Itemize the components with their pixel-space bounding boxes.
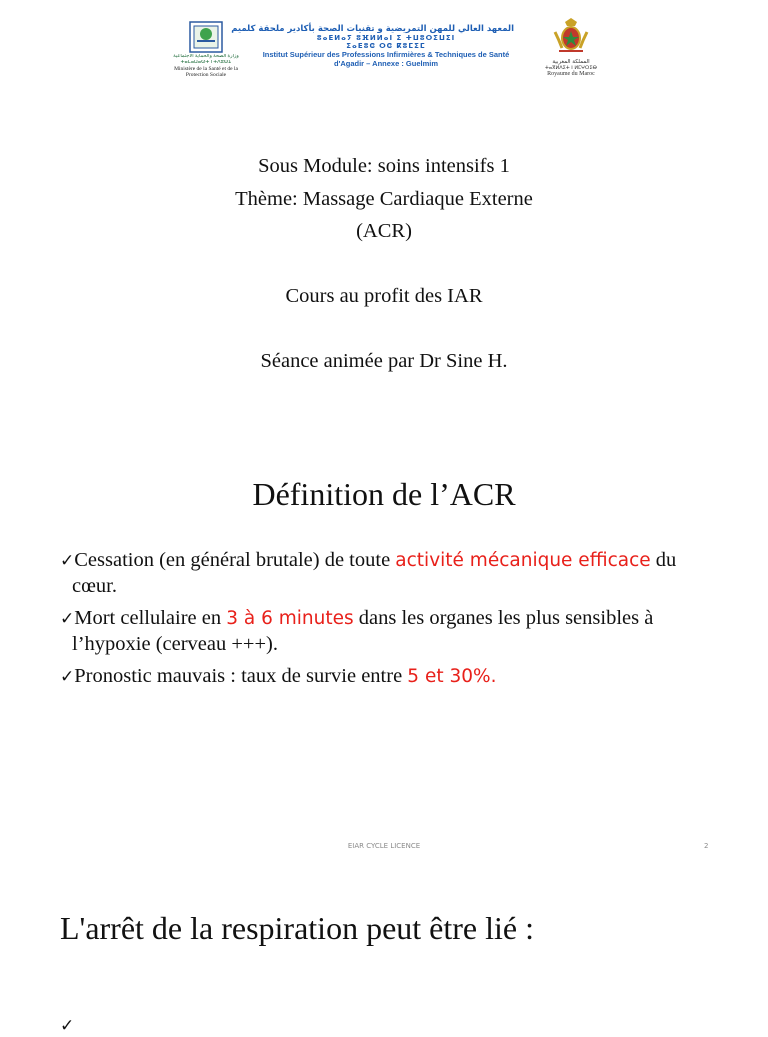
- next-slide-partial-line: [60, 1014, 74, 1037]
- checkmark-icon: ✓: [60, 609, 75, 629]
- acronym-line: (ACR): [356, 220, 412, 242]
- checkmark-icon: ✓: [60, 1016, 75, 1036]
- ministry-emblem-icon: [188, 20, 224, 54]
- bullet-text: Cessation (en général brutale) de toute: [74, 549, 396, 571]
- kingdom-french: Royaume du Maroc: [547, 71, 595, 77]
- definition-list: [60, 548, 720, 697]
- ministry-tifinagh: ⵜⴰⵎⴰⵡⴰⵙⵜ ⵏ ⵜⴷⵓⵙⵉ: [180, 60, 232, 65]
- ministry-arabic: وزارة الصحة والحماية الاجتماعية: [173, 54, 239, 59]
- institute-arabic: المعهد العالي للمهن التمريضية و تقنيات الصحة بأكادير ملحقة كلميم: [231, 24, 514, 34]
- institute-header: [231, 24, 514, 68]
- list-item: [60, 606, 720, 657]
- institute-french-line1: Institut Supérieur des Professions Infirmières & Techniques de Santé: [262, 50, 510, 59]
- coat-of-arms-icon: [551, 18, 591, 54]
- bullet-text-end: du cœur.: [72, 549, 677, 597]
- checkmark-icon: ✓: [60, 551, 75, 571]
- list-item: [60, 664, 720, 690]
- bullet-text: Mort cellulaire en: [74, 607, 227, 629]
- presenter-line: Séance animée par Dr Sine H.: [260, 350, 508, 372]
- slide-footer: EIAR CYCLE LICENCE: [347, 842, 421, 850]
- checkmark-icon: ✓: [60, 667, 75, 687]
- kingdom-tifinagh: ⵜⴰⴳⵍⴷⵉⵜ ⵏ ⵍⵎⵖⵔⵉⴱ: [545, 65, 597, 71]
- bullet-highlight: 3 à 6 minutes: [226, 608, 354, 629]
- page-number: 2: [704, 842, 709, 850]
- bullet-text-end: dans les organes les plus sensibles à l’hypoxie (cerveau +++).: [72, 607, 654, 655]
- theme-line: Thème: Massage Cardiaque Externe: [235, 187, 533, 210]
- kingdom-arabic: المملكة المغربية: [552, 59, 590, 65]
- institute-french-line2: d'Agadir – Annexe : Guelmim: [333, 59, 439, 68]
- sub-module-line: Sous Module: soins intensifs 1: [258, 155, 510, 177]
- bullet-text: Pronostic mauvais : taux de survie entre: [74, 665, 408, 687]
- section-title: Définition de l’ACR: [252, 476, 516, 512]
- document-header: [0, 18, 768, 90]
- kingdom-logo: [538, 18, 604, 77]
- institute-tifinagh-2: ⵉⴰⴹⵓⵛ ⵔⵛ ⴽⵓⵎⵉⵎ: [346, 42, 426, 50]
- ministry-french-line1: Ministère de la Santé et de la: [174, 66, 238, 72]
- list-item: [60, 548, 720, 599]
- ministry-french-line2: Protection Sociale: [185, 72, 227, 78]
- bullet-highlight: 5 et 30%.: [407, 666, 497, 687]
- course-title-block: [0, 150, 768, 378]
- audience-line: Cours au profit des IAR: [285, 285, 483, 307]
- bullet-highlight: activité mécanique efficace: [395, 550, 651, 571]
- next-slide-title: L'arrêt de la respiration peut être lié :: [60, 910, 534, 946]
- institute-tifinagh-1: ⵓⴰⴹⵍⴰⵢ ⵓⴼⵍⵍⴰⵏ ⵉ ⵜⵡⵓⵔⵉⵡⵉⵏ: [316, 34, 456, 42]
